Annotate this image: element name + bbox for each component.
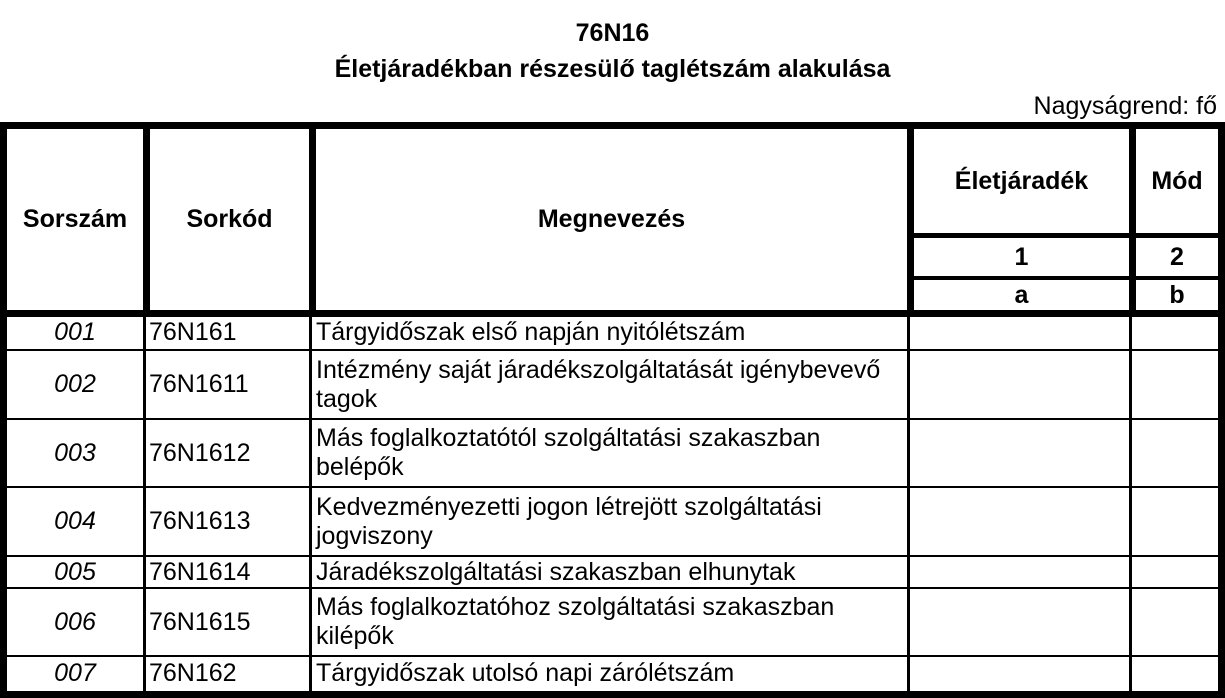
row-mod-value[interactable] xyxy=(1132,351,1218,418)
unit-note: Nagyságrend: fő xyxy=(1033,92,1217,120)
header-col2-letter: b xyxy=(1169,280,1185,309)
header-mod: Mód xyxy=(1151,166,1203,195)
row-sorszam: 003 xyxy=(54,438,96,467)
data-table xyxy=(0,122,1225,698)
row-megnevezes: Tárgyidőszak utolsó napi zárólétszám xyxy=(316,659,735,687)
column-divider xyxy=(1129,129,1136,310)
header-sorkod: Sorkód xyxy=(186,205,273,233)
row-eletjaradek-value[interactable] xyxy=(910,351,1129,418)
row-mod-value[interactable] xyxy=(1132,589,1218,655)
row-mod-value[interactable] xyxy=(1132,420,1218,486)
row-eletjaradek-value[interactable] xyxy=(910,657,1129,690)
row-sorkod: 76N161 xyxy=(149,318,237,346)
row-sorszam: 004 xyxy=(54,507,96,535)
row-mod-value[interactable] xyxy=(1132,557,1218,587)
row-eletjaradek-value[interactable] xyxy=(910,420,1129,486)
row-sorkod: 76N1615 xyxy=(149,607,251,636)
header-sorszam: Sorszám xyxy=(22,205,128,233)
column-divider xyxy=(309,129,316,310)
row-megnevezes: Tárgyidőszak első napján nyitólétszám xyxy=(316,318,746,346)
row-megnevezes: Más foglalkoztatótól szolgáltatási szakaszban belépők xyxy=(316,424,821,481)
row-megnevezes: Járadékszolgáltatási szakaszban elhunytak xyxy=(316,557,796,586)
row-sorkod: 76N1614 xyxy=(149,557,251,586)
row-sorkod: 76N1613 xyxy=(149,507,251,535)
header-col1-number: 1 xyxy=(1014,242,1029,271)
page-title: Életjáradékban részesülő taglétszám alakulása xyxy=(334,55,891,83)
row-megnevezes: Kedvezményezetti jogon létrejött szolgáltatási jogviszony xyxy=(316,492,822,550)
row-megnevezes: Más foglalkoztatóhoz szolgáltatási szakaszban kilépők xyxy=(316,593,835,650)
row-megnevezes: Intézmény saját járadékszolgáltatását igénybevevő tagok xyxy=(316,355,881,413)
row-eletjaradek-value[interactable] xyxy=(910,589,1129,655)
row-eletjaradek-value[interactable] xyxy=(910,488,1129,555)
row-sorszam: 006 xyxy=(54,607,96,636)
table-code: 76N16 xyxy=(575,19,650,47)
row-sorkod: 76N1611 xyxy=(149,370,249,398)
header-col1-letter: a xyxy=(1014,280,1029,309)
row-sorkod: 76N162 xyxy=(149,659,237,687)
row-sorszam: 007 xyxy=(54,659,96,687)
row-sorkod: 76N1612 xyxy=(149,438,251,467)
row-eletjaradek-value[interactable] xyxy=(910,557,1129,587)
column-divider xyxy=(143,129,150,310)
row-sorszam: 002 xyxy=(54,370,96,398)
row-mod-value[interactable] xyxy=(1132,488,1218,555)
header-megnevezes: Megnevezés xyxy=(537,205,686,233)
row-mod-value[interactable] xyxy=(1132,316,1218,349)
header-eletjaradek: Életjáradék xyxy=(954,166,1089,195)
row-sorszam: 005 xyxy=(54,557,96,586)
column-divider xyxy=(907,129,914,310)
header-col2-number: 2 xyxy=(1170,242,1184,271)
row-eletjaradek-value[interactable] xyxy=(910,316,1129,349)
row-mod-value[interactable] xyxy=(1132,657,1218,690)
row-sorszam: 001 xyxy=(54,318,96,346)
